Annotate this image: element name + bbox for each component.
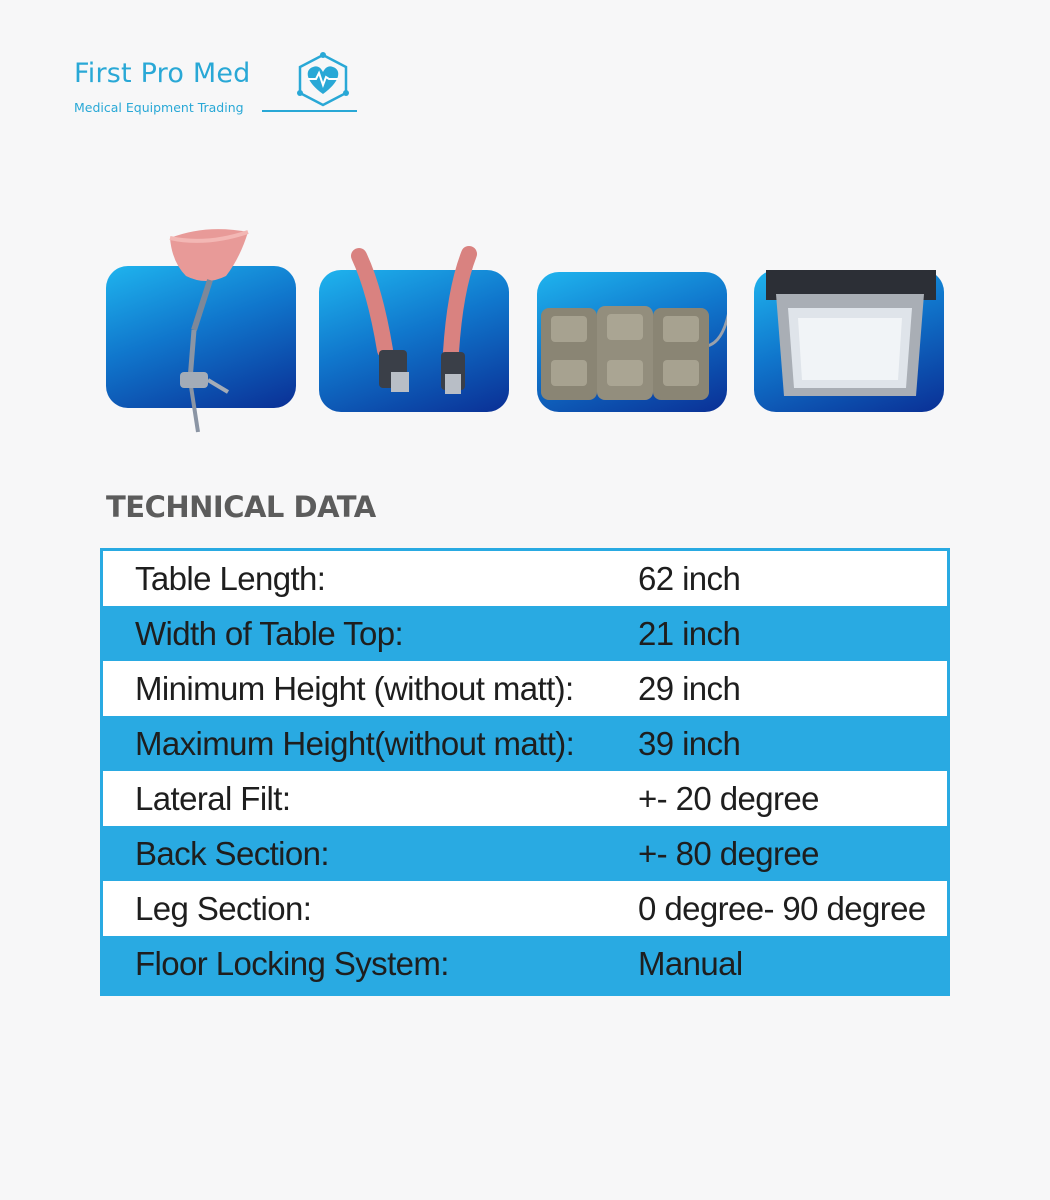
technical-data-table xyxy=(100,548,950,996)
spec-value: 0 degree- 90 degree xyxy=(638,889,926,927)
leg-rest-holder-photo xyxy=(106,220,296,440)
table-row xyxy=(103,826,947,881)
spec-value: 21 inch xyxy=(638,614,741,652)
table-row xyxy=(103,881,947,936)
arm-supports-photo xyxy=(319,220,509,440)
logo-underline xyxy=(262,110,357,112)
spec-label: Width of Table Top: xyxy=(135,614,404,652)
table-row xyxy=(103,936,947,991)
spec-value: 29 inch xyxy=(638,669,741,707)
foot-pedal-switch-photo xyxy=(537,220,727,440)
spec-value: +- 80 degree xyxy=(638,834,819,872)
spec-label: Minimum Height (without matt): xyxy=(135,669,574,707)
spec-label: Back Section: xyxy=(135,834,329,872)
spec-value: Manual xyxy=(638,944,743,982)
section-title: TECHNICAL DATA xyxy=(106,490,376,524)
spec-label: Leg Section: xyxy=(135,889,312,927)
spec-label: Floor Locking System: xyxy=(135,944,449,982)
table-row xyxy=(103,771,947,826)
table-row xyxy=(103,606,947,661)
spec-label: Lateral Filt: xyxy=(135,779,291,817)
spec-label: Table Length: xyxy=(135,559,326,597)
heart-pulse-icon xyxy=(292,52,354,108)
spec-value: +- 20 degree xyxy=(638,779,819,817)
spec-value: 39 inch xyxy=(638,724,741,762)
spec-label: Maximum Height(without matt): xyxy=(135,724,575,762)
table-row xyxy=(103,551,947,606)
table-row xyxy=(103,716,947,771)
company-logo xyxy=(72,50,362,120)
table-row xyxy=(103,661,947,716)
stainless-basin-photo xyxy=(754,220,944,440)
logo-name: First Pro Med xyxy=(74,58,251,89)
logo-tagline: Medical Equipment Trading xyxy=(74,100,244,115)
spec-value: 62 inch xyxy=(638,559,741,597)
accessory-photos xyxy=(106,220,946,440)
